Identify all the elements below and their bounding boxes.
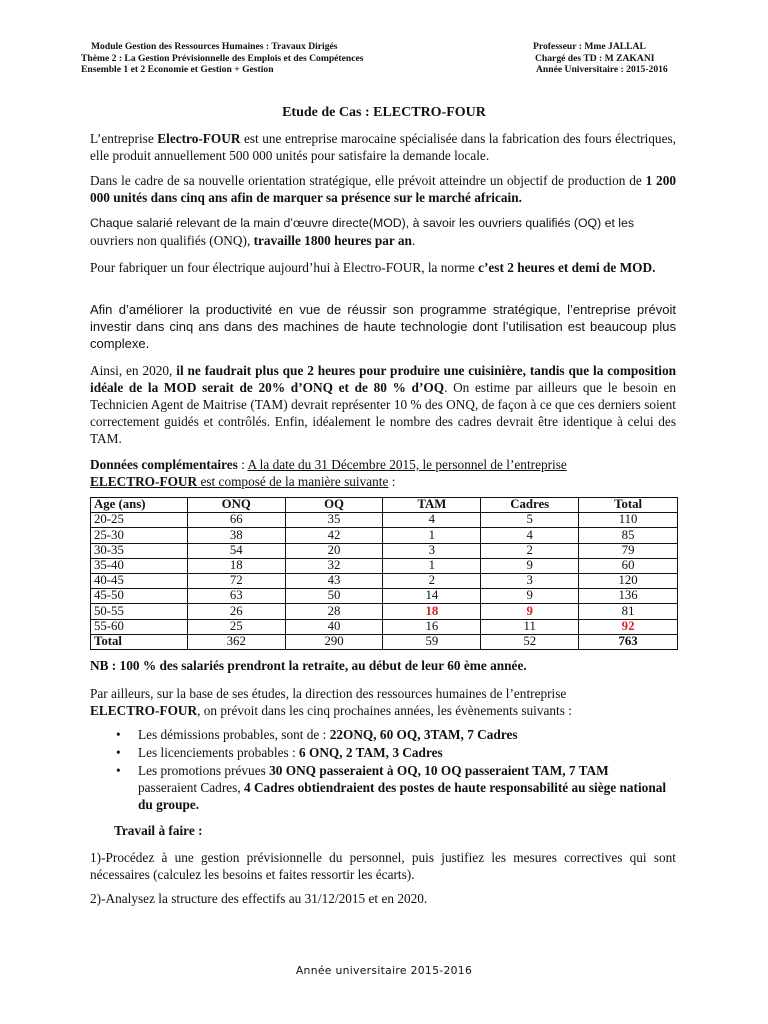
cell: 66 [187,513,285,528]
text: Par ailleurs, sur la base de ses études, la direction des ressources humaines de l’entreprise [90,686,567,701]
col-header-tam: TAM [383,498,481,513]
table-row [91,543,678,558]
text: Dans le cadre de sa nouvelle orientation stratégique, elle prévoit atteindre un objectif de production de [90,173,646,188]
table-total-row [91,634,678,649]
text-bold: 4 Cadres obtiendraient des postes de haute responsabilité au siège national du groupe. [138,780,667,812]
cell: 63 [187,589,285,604]
cell: 16 [383,619,481,634]
cell: 110 [579,513,678,528]
cell: 25-30 [91,528,188,543]
company-name: ELECTRO-FOUR [90,474,198,489]
list-item [90,744,676,761]
text: : [388,474,396,489]
table-row [91,513,678,528]
col-header-cadres: Cadres [481,498,579,513]
cell: 4 [481,528,579,543]
cell: 50 [285,589,383,604]
header-charge-td: Chargé des TD : M ZAKANI [535,52,655,64]
cell: 55-60 [91,619,188,634]
cell: 52 [481,634,579,649]
question-2: 2)-Analysez la structure des effectifs au 31/12/2015 et en 2020. [90,891,428,906]
cell: 35 [285,513,383,528]
header-theme: Thème 2 : La Gestion Prévisionnelle des Emplois et des Compétences [81,52,364,64]
cell: 120 [579,573,678,588]
header-professeur: Professeur : Mme JALLAL [533,41,646,52]
text: . On estime par ailleurs que le besoin en Technicien Agent de Maitrise (TAM) devrait représenter 10 % des ONQ, de façon à ce que ces derniers soient correctement guidés et contrôlés. Enfin, idéalement le nombre des cadres devrait être identique à celui des TAM. [90,380,676,446]
cell: 18 [187,558,285,573]
cell-highlight: 9 [481,604,579,619]
hours-bold: travaille 1800 heures par an [253,233,412,248]
text: : [237,457,248,472]
cell: 3 [481,573,579,588]
table-header-row [91,498,678,513]
text: Chaque salarié relevant de la main d’œuvre directe(MOD), à savoir les ouvriers qualifiés (OQ) et les [90,216,635,230]
page-footer: Année universitaire 2015-2016 [295,964,473,977]
cell: 4 [383,513,481,528]
cell-highlight: 92 [579,619,678,634]
text: Pour fabriquer un four électrique aujourd’hui à Electro-FOUR, la norme [90,260,479,275]
cell: 50-55 [91,604,188,619]
cell: 3 [383,543,481,558]
text: passeraient Cadres, [138,780,244,795]
objective-bold: 1 200 000 unités dans cinq ans afin de marquer sa présence sur le marché africain. [90,173,676,205]
header-right [533,41,668,76]
text: L’entreprise [90,131,158,146]
cell: 38 [187,528,285,543]
cell: 9 [481,589,579,604]
paragraph-intro [90,130,676,164]
cell: 20 [285,543,383,558]
cell: 2 [383,573,481,588]
cell: 2 [481,543,579,558]
text: Les démissions probables, sont de : [138,727,330,742]
cell: 32 [285,558,383,573]
cell: 9 [481,558,579,573]
text-bold: 30 ONQ passeraient à OQ, 10 OQ passeraient TAM, 7 TAM [269,763,609,778]
col-header-total: Total [579,498,678,513]
text: ouvriers non qualifiés (ONQ), [90,233,254,248]
paragraph-2020 [90,362,676,447]
cell: 25 [187,619,285,634]
col-header-oq: OQ [285,498,383,513]
cell: 85 [579,528,678,543]
events-list [90,726,676,814]
text-bold: 6 ONQ, 2 TAM, 3 Cadres [299,745,443,760]
text: Les promotions prévues [138,763,270,778]
table-row [91,604,678,619]
cell: Total [91,634,188,649]
list-item [90,726,676,743]
cell: 40-45 [91,573,188,588]
cell: 35-40 [91,558,188,573]
norme-bold: c’est 2 heures et demi de MOD. [478,260,656,275]
header-left [81,41,363,76]
cell: 45-50 [91,589,188,604]
table-row [91,589,678,604]
paragraph-productivite [90,301,676,352]
cell-highlight: 18 [383,604,481,619]
cell: 20-25 [91,513,188,528]
text: est une entreprise marocaine spécialisée dans la fabrication des fours électriques, elle produit annuellement 500 000 unités pour satisfaire la demande locale. [90,131,676,163]
cell: 763 [579,634,678,649]
cell: 60 [579,558,678,573]
company-name: ELECTRO-FOUR [90,703,198,718]
cell: 290 [285,634,383,649]
cell: 1 [383,558,481,573]
nb-note: NB : 100 % des salariés prendront la retraite, au début de leur 60 ème année. [90,658,527,673]
cell: 1 [383,528,481,543]
paragraph-mod [90,214,676,249]
page-title: Etude de Cas : ELECTRO-FOUR [282,105,486,120]
header-annee: Année Universitaire : 2015-2016 [536,64,668,76]
cell: 28 [285,604,383,619]
table-row [91,528,678,543]
text: Ainsi, en 2020, [90,363,177,378]
composition-bold: il ne faudrait plus que 2 heures pour produire une cuisinière, tandis que la composition idéale de la MOD serait de 20% d’ONQ et de 80 % d’OQ [90,363,676,395]
cell: 14 [383,589,481,604]
cell: 40 [285,619,383,634]
cell: 42 [285,528,383,543]
cell: 54 [187,543,285,558]
table-row [91,619,678,634]
text: Les licenciements probables : [138,745,299,760]
list-item [90,762,676,813]
cell: 81 [579,604,678,619]
header-module: Module Gestion des Ressources Humaines : Travaux Dirigés [91,41,338,52]
paragraph-objective [90,172,676,206]
header-ensemble: Ensemble 1 et 2 Economie et Gestion + Gestion [81,64,274,76]
cell: 362 [187,634,285,649]
cell: 43 [285,573,383,588]
date-underlined: A la date du 31 Décembre 2015, le personnel de l’entreprise [247,457,567,472]
paragraph-norme [90,259,676,276]
text: . [411,233,416,248]
cell: 5 [481,513,579,528]
col-header-age: Age (ans) [91,498,188,513]
question-1: 1)-Procédez à une gestion prévisionnelle du personnel, puis justifiez les mesures correctives qui sont nécessaires (calculez les besoins et faites ressortir les écarts). [90,850,676,882]
table-row [91,558,678,573]
effectifs-table [90,497,678,650]
donnees-label: Données complémentaires [90,457,238,472]
cell: 136 [579,589,678,604]
company-name: Electro-FOUR [157,131,241,146]
cell: 11 [481,619,579,634]
text-underlined: est composé de la manière suivante [197,474,389,489]
text: Afin d’améliorer la productivité en vue de réussir son programme stratégique, l’entreprise prévoit investir dans cinq ans dans des machines de haute technologie dont l’utilisation est beaucoup plus complexe. [90,302,676,351]
work-title: Travail à faire : [114,823,203,838]
cell: 59 [383,634,481,649]
paragraph-donnees [90,456,676,490]
cell: 79 [579,543,678,558]
text: , on prévoit dans les cinq prochaines années, les évènements suivants : [197,703,572,718]
paragraph-events [90,685,676,719]
text-bold: 22ONQ, 60 OQ, 3TAM, 7 Cadres [329,727,518,742]
cell: 30-35 [91,543,188,558]
cell: 72 [187,573,285,588]
col-header-onq: ONQ [187,498,285,513]
cell: 26 [187,604,285,619]
table-row [91,573,678,588]
